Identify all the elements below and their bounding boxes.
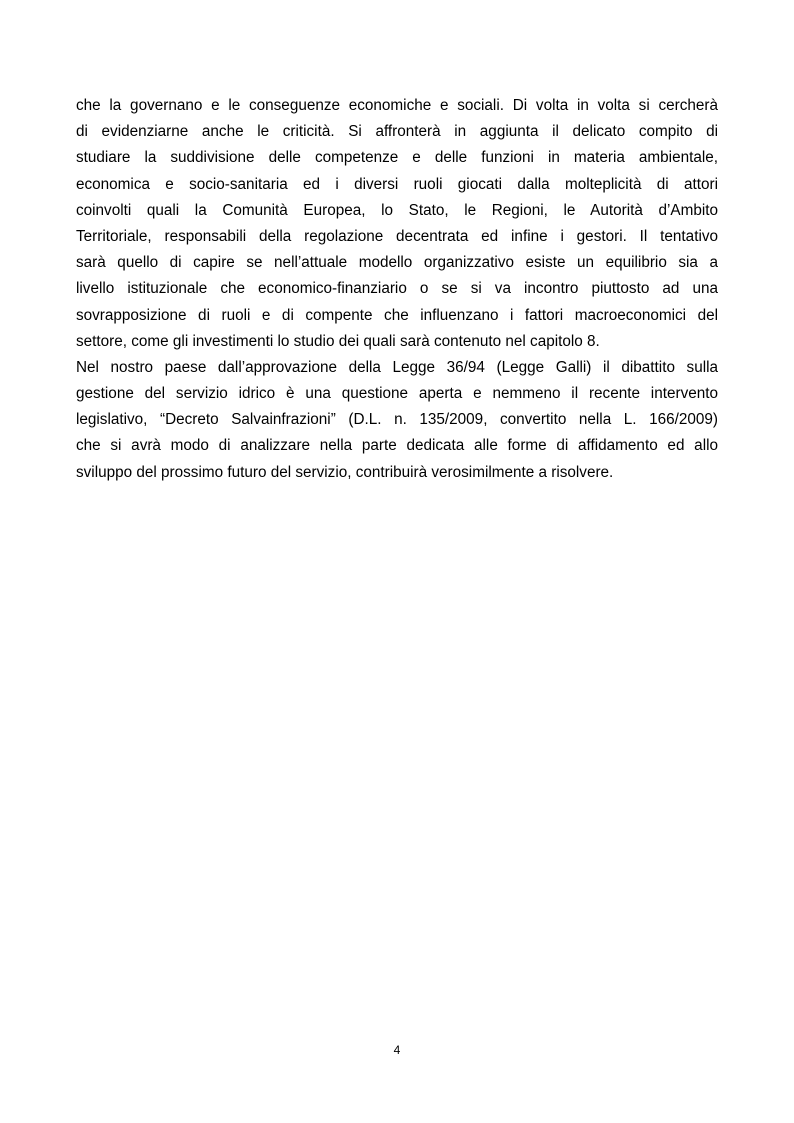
text-line: sarà quello di capire se nell’attuale modello organizzativo esiste un equilibrio sia a xyxy=(76,254,718,272)
paragraph xyxy=(76,93,718,355)
text-line: gestione del servizio idrico è una questione aperta e nemmeno il recente intervento xyxy=(76,385,718,403)
text-line: sovrapposizione di ruoli e di compente che influenzano i fattori macroeconomici del xyxy=(76,306,718,324)
body-text xyxy=(76,93,718,486)
text-line: studiare la suddivisione delle competenze e delle funzioni in materia ambientale, xyxy=(76,149,718,167)
text-line: settore, come gli investimenti lo studio dei quali sarà contenuto nel capitolo 8. xyxy=(76,332,600,350)
text-line: che si avrà modo di analizzare nella parte dedicata alle forme di affidamento ed allo xyxy=(76,437,718,455)
text-line: coinvolti quali la Comunità Europea, lo Stato, le Regioni, le Autorità d’Ambito xyxy=(76,201,718,219)
text-line: di evidenziarne anche le criticità. Si affronterà in aggiunta il delicato compito di xyxy=(76,123,718,141)
text-line: legislativo, “Decreto Salvainfrazioni” (D.L. n. 135/2009, convertito nella L. 166/2009) xyxy=(76,411,718,429)
paragraph xyxy=(76,355,718,486)
text-line: livello istituzionale che economico-finanziario o se si va incontro piuttosto ad una xyxy=(76,280,718,298)
text-line: Nel nostro paese dall’approvazione della Legge 36/94 (Legge Galli) il dibattito sulla xyxy=(76,358,718,376)
text-line: che la governano e le conseguenze economiche e sociali. Di volta in volta si cercherà xyxy=(76,97,718,114)
text-line: sviluppo del prossimo futuro del servizio, contribuirà verosimilmente a risolvere. xyxy=(76,463,614,481)
text-line: economica e socio-sanitaria ed i diversi ruoli giocati dalla molteplicità di attori xyxy=(76,175,718,193)
page-number: 4 xyxy=(393,1043,401,1057)
text-line: Territoriale, responsabili della regolazione decentrata ed infine i gestori. Il tentativo xyxy=(76,227,718,245)
